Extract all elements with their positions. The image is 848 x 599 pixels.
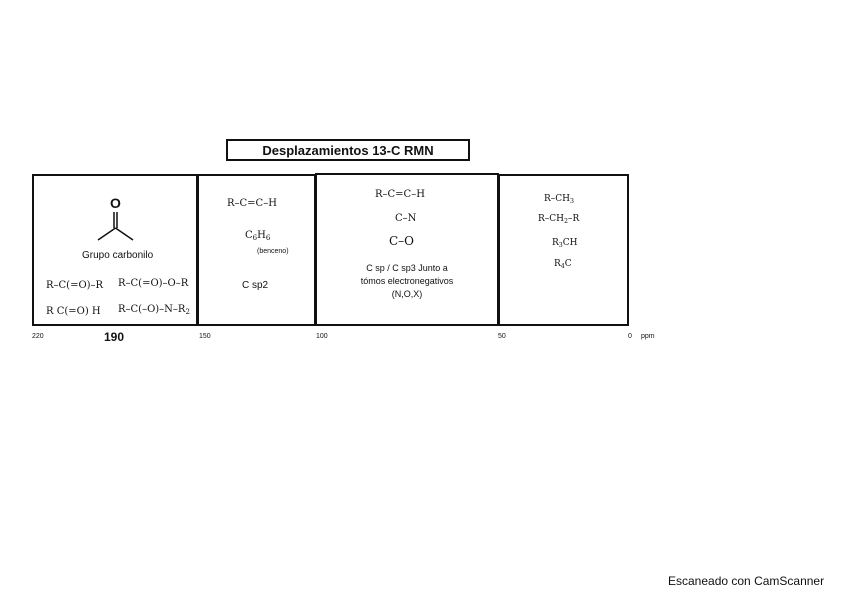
benzene-label: (benceno)	[257, 248, 289, 255]
axis-tick-0: 0	[628, 333, 632, 340]
formula-alkyne: R–C=C–H	[375, 189, 425, 200]
formula-ether: C–O	[389, 234, 415, 248]
formula-alkene: R–C=C–H	[227, 198, 277, 209]
formula-ketone: R–C(=O)–R	[46, 280, 104, 291]
axis-tick-220: 220	[32, 333, 44, 340]
formula-quaternary: $R_4C$	[554, 259, 572, 270]
diagram-title: Desplazamientos 13-C RMN	[226, 139, 470, 161]
carbonyl-structure-icon	[92, 192, 142, 244]
sp2-label: C sp2	[242, 280, 269, 291]
axis-tick-190: 190	[104, 330, 125, 344]
axis-unit-ppm: ppm	[641, 333, 655, 340]
formula-benzene: $C_6H_6$	[245, 230, 271, 242]
region-alkyl	[498, 174, 629, 326]
axis-tick-150: 150	[199, 333, 211, 340]
sp-hetero-label-line2: tómos electronegativos	[360, 276, 454, 286]
scanner-watermark: Escaneado con CamScanner	[668, 574, 825, 588]
svg-text:O: O	[110, 195, 121, 211]
region-sp-heteroatom	[315, 173, 499, 326]
formula-methyl: $R-CH_3$	[544, 194, 575, 205]
sp-hetero-label-line1: C sp / C sp3 Junto a	[366, 263, 448, 273]
region-sp2	[197, 174, 316, 326]
sp-hetero-label-line3: (N,O,X)	[391, 289, 423, 299]
formula-nitrile: C–N	[395, 213, 417, 224]
formula-aldehyde: R C(=O) H	[46, 306, 101, 317]
formula-methine: $R_3CH$	[552, 238, 578, 249]
formula-methylene: $R-CH_2-R$	[538, 214, 580, 225]
formula-amide: $R-C(-O)-N-R_2$	[118, 304, 190, 316]
axis-tick-50: 50	[498, 333, 506, 340]
carbonyl-label: Grupo carbonilo	[82, 250, 154, 261]
region-carbonyl	[32, 174, 198, 326]
axis-tick-100: 100	[316, 333, 328, 340]
formula-ester: R–C(=O)–O–R	[118, 278, 189, 289]
